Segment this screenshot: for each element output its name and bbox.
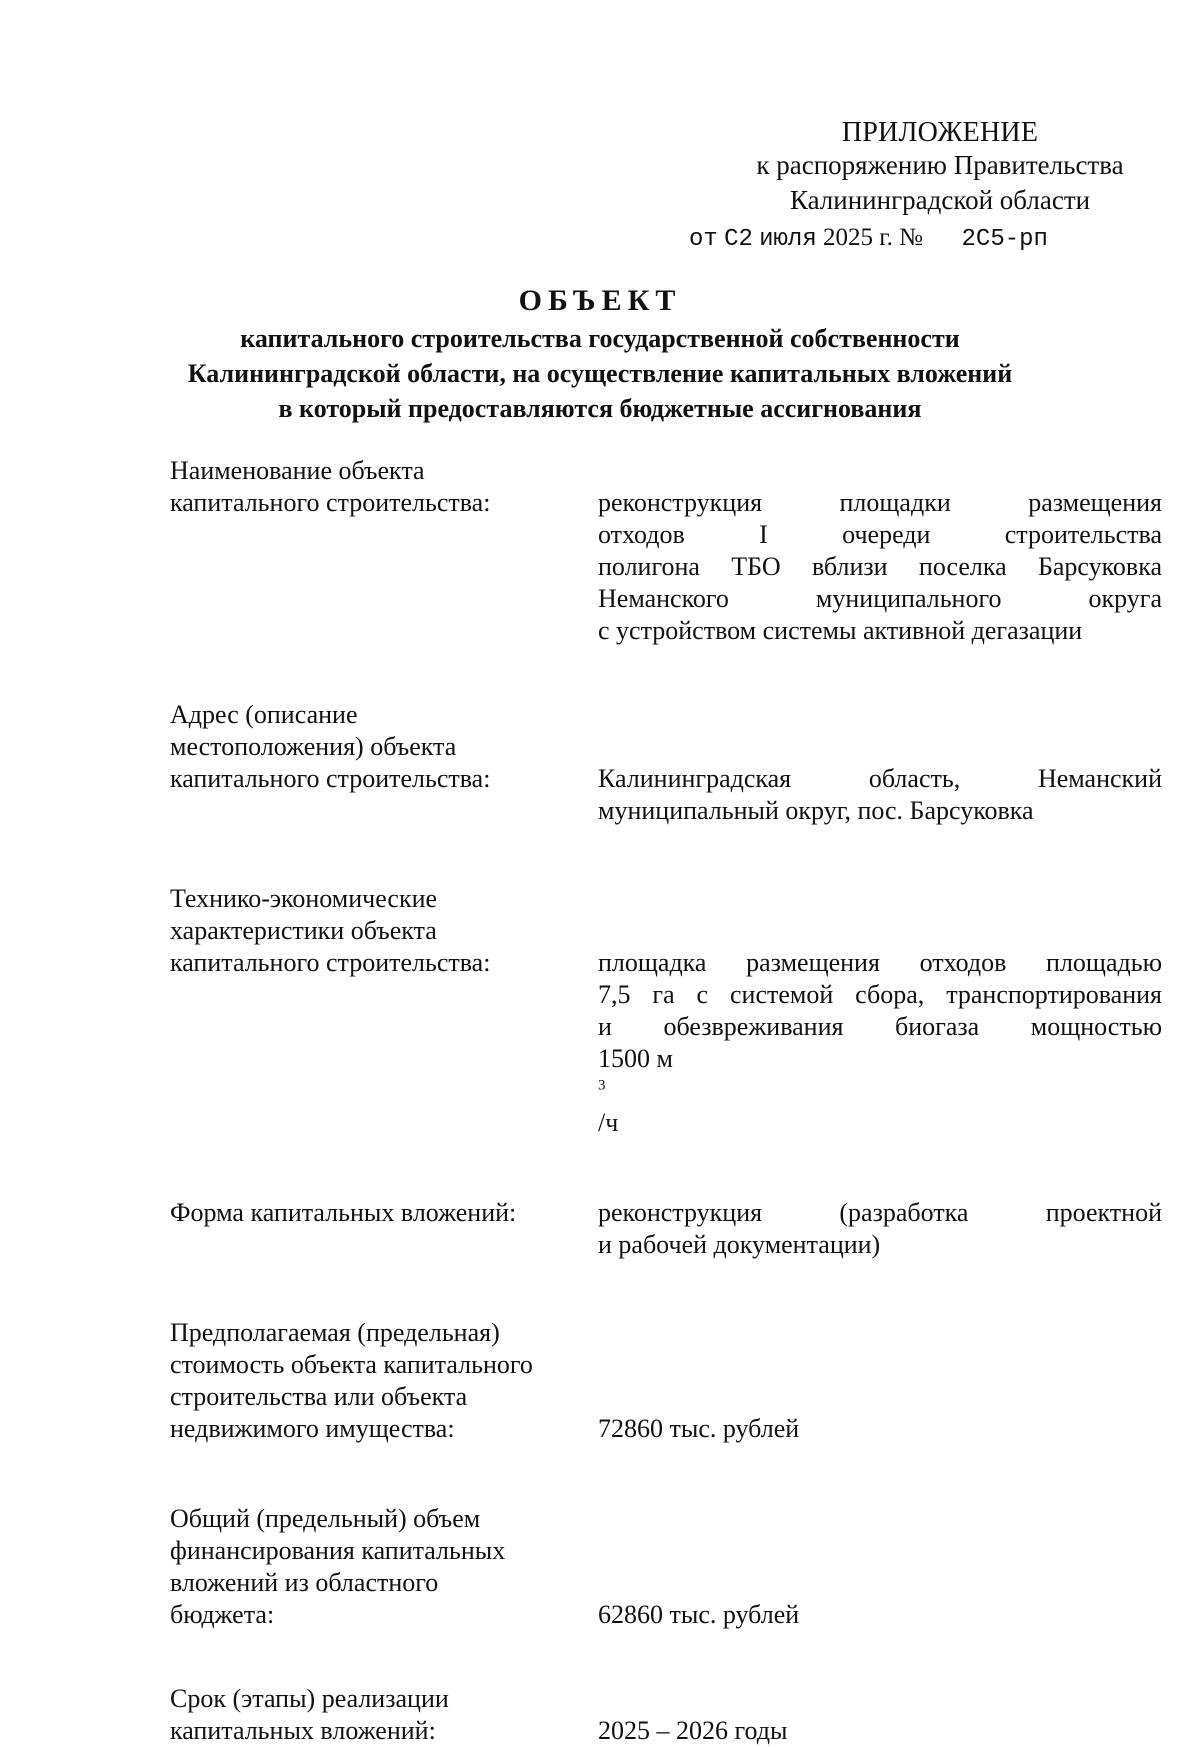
label-line: вложений из областного <box>170 1568 439 1597</box>
label-line: Срок (этапы) реализации <box>170 1684 449 1713</box>
value-line: и обезвреживания биогаза мощностью <box>598 1012 1162 1041</box>
value-line: 72860 тыс. рублей <box>598 1414 800 1443</box>
field-label <box>170 699 598 795</box>
appendix-date-line <box>689 221 1160 256</box>
field-label <box>170 455 598 519</box>
date-month: июля <box>759 226 817 253</box>
document-heading <box>100 282 1100 425</box>
value-line: Калининградская область, Неманский <box>598 764 1162 793</box>
value-line: реконструкция площадки размещения <box>598 488 1162 517</box>
capacity-value: 1500 м <box>598 1044 673 1073</box>
field-object-name <box>170 455 1170 647</box>
label-line: капитальных вложений: <box>170 1716 436 1745</box>
field-label <box>170 883 598 979</box>
number-sign: № <box>899 224 924 251</box>
field-investment-form <box>170 1197 1170 1261</box>
label-line: Технико-экономические <box>170 884 438 913</box>
field-value <box>598 763 1162 827</box>
label-line: недвижимого имущества: <box>170 1414 455 1443</box>
appendix-header <box>689 116 1160 256</box>
document-number: 2С5-рп <box>961 226 1048 253</box>
value-line: полигона ТБО вблизи поселка Барсуковка <box>598 552 1162 581</box>
object-fields <box>170 455 1170 1747</box>
label-line: характеристики объекта <box>170 916 437 945</box>
field-value <box>598 1413 1162 1445</box>
label-line: финансирования капитальных <box>170 1536 506 1565</box>
field-financing <box>170 1503 1170 1631</box>
value-line-capacity <box>598 1043 1162 1139</box>
value-line: 7,5 га с системой сбора, транспортирования <box>598 980 1162 1009</box>
appendix-title: ПРИЛОЖЕНИЕ <box>841 117 1039 148</box>
field-label <box>170 1197 598 1229</box>
field-value <box>598 1715 1162 1747</box>
field-value <box>598 487 1162 647</box>
value-line: муниципальный округ, пос. Барсуковка <box>598 796 1034 825</box>
value-line: реконструкция (разработка проектной <box>598 1198 1162 1227</box>
label-line: Форма капитальных вложений: <box>170 1198 517 1227</box>
heading-title: ОБЪЕКТ <box>518 284 682 317</box>
label-line: бюджета: <box>170 1600 275 1629</box>
date-year: 2025 г. <box>822 224 893 251</box>
label-line: капитального строительства: <box>170 764 491 793</box>
field-label <box>170 1683 598 1747</box>
heading-line-2: Калининградской области, на осуществление капитальных вложений <box>187 359 1013 388</box>
value-line: 62860 тыс. рублей <box>598 1600 800 1629</box>
field-label <box>170 1317 598 1445</box>
date-prefix: от <box>689 226 718 253</box>
capacity-unit-suffix: /ч <box>598 1108 619 1137</box>
field-value <box>598 1197 1162 1261</box>
label-line: стоимость объекта капитального <box>170 1350 533 1379</box>
appendix-line-2: Калининградской области <box>789 185 1091 215</box>
label-line: местоположения) объекта <box>170 732 457 761</box>
appendix-line-1: к распоряжению Правительства <box>756 150 1124 180</box>
field-value <box>598 947 1162 1139</box>
label-line: капитального строительства: <box>170 948 491 977</box>
value-line: площадка размещения отходов площадью <box>598 948 1162 977</box>
label-line: строительства или объекта <box>170 1382 468 1411</box>
label-line: Адрес (описание <box>170 700 358 729</box>
label-line: капитального строительства: <box>170 488 491 517</box>
field-label <box>170 1503 598 1631</box>
field-value <box>598 1599 1162 1631</box>
field-address <box>170 699 1170 827</box>
field-characteristics <box>170 883 1170 1139</box>
heading-line-1: капитального строительства государственной собственности <box>240 324 960 353</box>
field-estimated-cost <box>170 1317 1170 1445</box>
value-line: и рабочей документации) <box>598 1230 881 1259</box>
date-day: С2 <box>724 226 753 253</box>
value-line: Неманского муниципального округа <box>598 584 1162 613</box>
value-line: с устройством системы активной дегазации <box>598 616 1083 645</box>
label-line: Общий (предельный) объем <box>170 1504 481 1533</box>
field-period <box>170 1683 1170 1747</box>
capacity-unit-superscript: 3 <box>598 1077 606 1094</box>
heading-line-3: в который предоставляются бюджетные ассигнования <box>278 394 922 423</box>
value-line: 2025 – 2026 годы <box>598 1716 788 1745</box>
label-line: Предполагаемая (предельная) <box>170 1318 500 1347</box>
value-line: отходов I очереди строительства <box>598 520 1162 549</box>
label-line: Наименование объекта <box>170 456 425 485</box>
